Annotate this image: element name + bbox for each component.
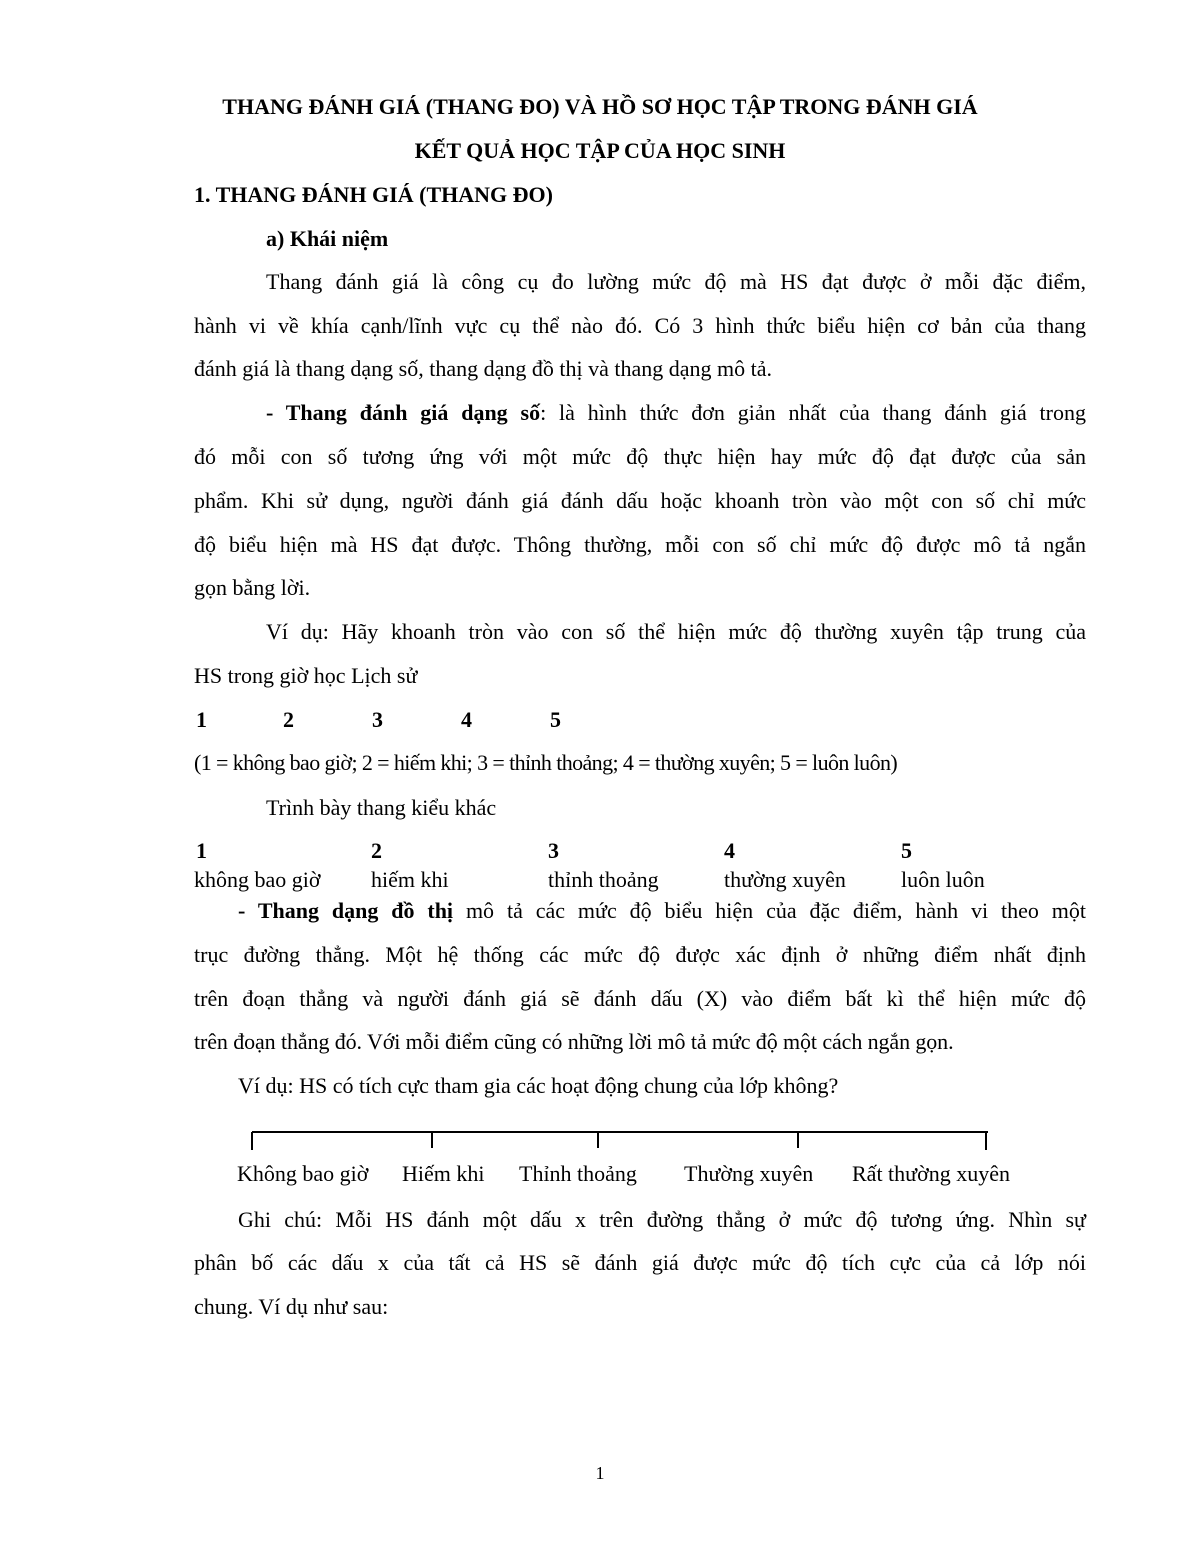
note-line-2: phân bố các dấu x của tất cả HS sẽ đánh giá được mức độ tích cực của cả lớp nói [194,1250,1086,1275]
example1-line-1: Ví dụ: Hãy khoanh tròn vào con số thể hiện mức độ thường xuyên tập trung của [266,619,1086,644]
para1-line-3: đánh giá là thang dạng số, thang dạng đồ thị và thang dạng mô tả. [194,356,772,381]
graphic-line-1: trục đường thẳng. Một hệ thống các mức độ được xác định ở những điểm nhất định [194,942,1086,967]
scale-number: 3 [372,707,383,732]
alt-scale-number: 5 [901,838,912,863]
alt-scale-number: 3 [548,838,559,863]
numeric-scale-term: - Thang đánh giá dạng số [266,400,541,425]
alt-scale-number: 1 [196,838,207,863]
graphic-scale-label: Thỉnh thoảng [519,1161,637,1186]
alt-scale-intro: Trình bày thang kiểu khác [266,795,497,820]
alt-scale-label: thường xuyên [724,867,846,892]
subheading-concept: a) Khái niệm [266,226,389,251]
alt-scale-label: không bao giờ [194,867,321,892]
section-heading: 1. THANG ĐÁNH GIÁ (THANG ĐO) [194,182,553,207]
scale-number: 5 [550,707,561,732]
graphic-scale-definition: mô tả các mức độ biểu hiện của đặc điểm, hành vi theo một [453,898,1086,923]
numeric-line-3: độ biểu hiện mà HS đạt được. Thông thường, mỗi con số chỉ mức độ được mô tả ngắn [194,532,1086,557]
alt-scale-number: 4 [724,838,735,863]
graphic-scale-label: Rất thường xuyên [852,1161,1010,1186]
para1-line-1: Thang đánh giá là công cụ đo lường mức độ mà HS đạt được ở mỗi đặc điểm, [266,269,1086,294]
numeric-scale-lead [266,402,1086,424]
graphic-scale-line [240,1122,1000,1158]
title-line-1: THANG ĐÁNH GIÁ (THANG ĐO) VÀ HỒ SƠ HỌC TẬP TRONG ĐÁNH GIÁ [222,94,978,119]
graphic-scale-label: Thường xuyên [684,1161,814,1186]
scale-legend: (1 = không bao giờ; 2 = hiếm khi; 3 = thỉnh thoảng; 4 = thường xuyên; 5 = luôn luôn) [194,750,898,775]
example2-question: Ví dụ: HS có tích cực tham gia các hoạt động chung của lớp không? [238,1073,839,1098]
alt-scale-number: 2 [371,838,382,863]
numeric-line-4: gọn bằng lời. [194,575,311,600]
title-line-2: KẾT QUẢ HỌC TẬP CỦA HỌC SINH [414,138,786,163]
scale-number: 4 [461,707,472,732]
para1-line-2: hành vi về khía cạnh/lĩnh vực cụ thể nào đó. Có 3 hình thức biểu hiện cơ bản của thang [194,313,1086,338]
scale-number: 1 [196,707,207,732]
numeric-line-1: đó mỗi con số tương ứng với một mức độ thực hiện hay mức độ đạt được của sản [194,444,1086,469]
scale-number: 2 [283,707,294,732]
page-number: 1 [595,1463,605,1483]
numeric-scale-definition: : là hình thức đơn giản nhất của thang đánh giá trong [540,400,1086,425]
example1-line-2: HS trong giờ học Lịch sử [194,663,418,688]
graphic-scale-label: Hiếm khi [402,1161,485,1186]
graphic-scale-label: Không bao giờ [237,1161,369,1186]
note-line-3: chung. Ví dụ như sau: [194,1294,389,1319]
alt-scale-label: thỉnh thoảng [548,867,659,892]
graphic-line-3: trên đoạn thẳng đó. Với mỗi điểm cũng có những lời mô tả mức độ một cách ngắn gọn. [194,1029,954,1054]
graphic-line-2: trên đoạn thẳng và người đánh giá sẽ đánh dấu (X) vào điểm bất kì thể hiện mức độ [194,986,1086,1011]
numeric-line-2: phẩm. Khi sử dụng, người đánh giá đánh dấu hoặc khoanh tròn vào một con số chỉ mức [194,488,1086,513]
alt-scale-label: luôn luôn [901,867,985,892]
note-line-1: Ghi chú: Mỗi HS đánh một dấu x trên đường thẳng ở mức độ tương ứng. Nhìn sự [238,1207,1086,1232]
graphic-scale-term: - Thang dạng đồ thị [238,898,454,923]
graphic-scale-lead [238,900,1086,922]
alt-scale-label: hiếm khi [371,867,449,892]
